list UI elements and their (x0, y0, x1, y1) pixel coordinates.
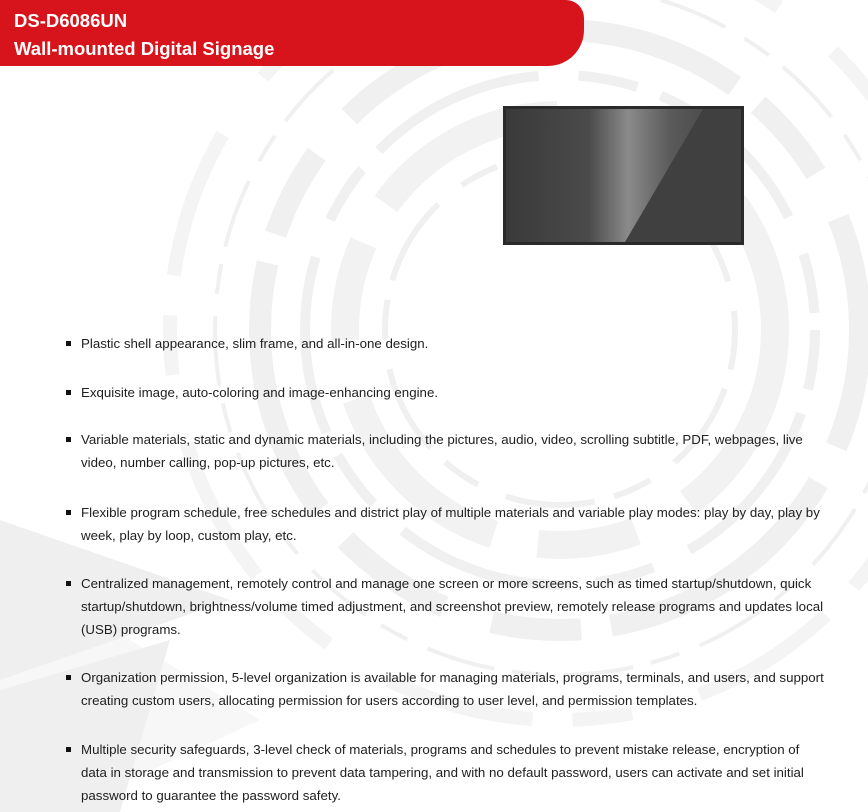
bullet-icon (66, 747, 71, 752)
list-item: Multiple security safeguards, 3-level check of materials, programs and schedules to prevent mistake release, encryption of data in storage and transmission to prevent data tampering, and with no default password, users can activate and set initial password to guarantee the password safety. (66, 738, 826, 807)
bullet-icon (66, 341, 71, 346)
product-model-title: DS-D6086UN (14, 10, 128, 31)
bullet-icon (66, 437, 71, 442)
list-item: Organization permission, 5-level organization is available for managing materials, programs, terminals, and users, and support creating custom users, allocating permission for users according to user level, and permission templates. (66, 666, 826, 712)
bullet-icon (66, 390, 71, 395)
list-item: Plastic shell appearance, slim frame, and all-in-one design. (66, 332, 826, 355)
list-item: Centralized management, remotely control and manage one screen or more screens, such as timed startup/shutdown, quick startup/shutdown, brightness/volume timed adjustment, and screenshot preview, remotely release programs and updates local (USB) programs. (66, 572, 826, 641)
list-item: Exquisite image, auto-coloring and image-enhancing engine. (66, 381, 826, 404)
list-item: Variable materials, static and dynamic materials, including the pictures, audio, video, scrolling subtitle, PDF, webpages, live video, number calling, pop-up pictures, etc. (66, 428, 826, 474)
product-subtitle: Wall-mounted Digital Signage (14, 38, 275, 59)
bullet-icon (66, 510, 71, 515)
bullet-icon (66, 675, 71, 680)
bullet-icon (66, 581, 71, 586)
list-item: Flexible program schedule, free schedules and district play of multiple materials and variable play modes: play by day, play by week, play by loop, custom play, etc. (66, 501, 826, 547)
